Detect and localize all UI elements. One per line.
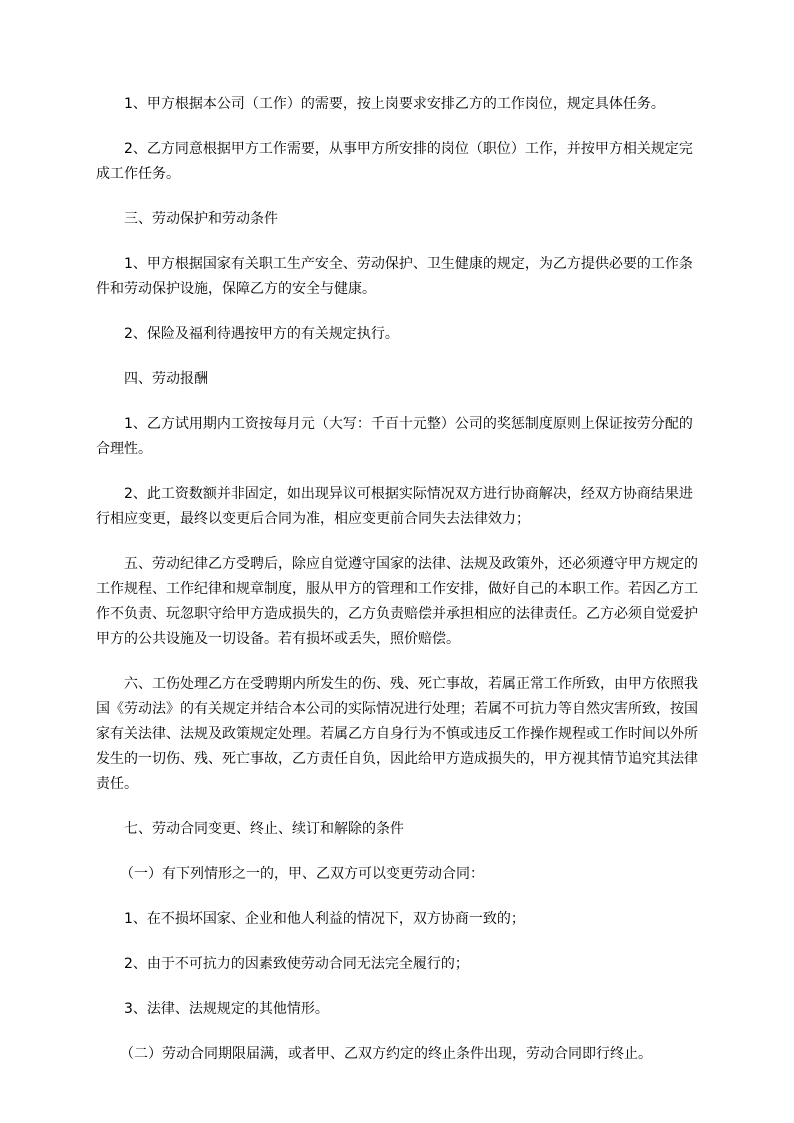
section-heading-labor-protection: 三、劳动保护和劳动条件 [124, 211, 278, 227]
paragraph-safety-conditions: 1、甲方根据国家有关职工生产安全、劳动保护、卫生健康的规定，为乙方提供必要的工作条件和劳动保护设施，保障乙方的安全与健康。 [96, 256, 693, 297]
paragraph-change-conditions: （一）有下列情形之一的，甲、乙双方可以变更劳动合同： [120, 866, 484, 882]
paragraph-probation-salary: 1、乙方试用期内工资按每月元（大写：千百十元整）公司的奖惩制度原则上保证按劳分配的合理性。 [96, 416, 693, 457]
paragraph-contract-termination: （二）劳动合同期限届满，或者甲、乙双方约定的终止条件出现，劳动合同即行终止。 [120, 1046, 652, 1062]
paragraph-duty-assignment: 1、甲方根据本公司（工作）的需要，按上岗要求安排乙方的工作岗位，规定具体任务。 [124, 96, 665, 112]
paragraph-salary-adjustment: 2、此工资数额并非固定，如出现异议可根据实际情况双方进行协商解决，经双方协商结果进行相应变更，最终以变更后合同为准，相应变更前合同失去法律效力； [96, 486, 693, 527]
section-heading-remuneration: 四、劳动报酬 [124, 371, 208, 387]
paragraph-labor-discipline: 五、劳动纪律乙方受聘后，除应自觉遵守国家的法律、法规及政策外，还必须遵守甲方规定的工作规程、工作纪律和规章制度，服从甲方的管理和工作安排，做好自己的本职工作。若因乙方工作不负责、玩忽职守给甲方造成损失的，乙方负责赔偿并承担相应的法律责任。乙方必须自觉爱护甲方的公共设施及一切设备。若有损坏或丢失，照价赔偿。 [96, 556, 698, 647]
section-heading-contract-changes: 七、劳动合同变更、终止、续订和解除的条件 [124, 821, 404, 837]
paragraph-insurance-benefits: 2、保险及福利待遇按甲方的有关规定执行。 [124, 326, 399, 342]
paragraph-work-injury: 六、工伤处理乙方在受聘期内所发生的伤、残、死亡事故，若属正常工作所致，由甲方依照我国《劳动法》的有关规定并结合本公司的实际情况进行处理；若属不可抗力等自然灾害所致，按国家有关法律、法规及政策规定处理。若属乙方自身行为不慎或违反工作操作规程或工作时间以外所发生的一切伤、残、死亡事故，乙方责任自负，因此给甲方造成损失的，甲方视其情节追究其法律责任。 [96, 676, 698, 792]
paragraph-duty-acceptance: 2、乙方同意根据甲方工作需要，从事甲方所安排的岗位（职位）工作，并按甲方相关规定完成工作任务。 [96, 141, 693, 182]
list-item-legal-circumstances: 3、法律、法规规定的其他情形。 [124, 1001, 329, 1017]
list-item-mutual-agreement: 1、在不损坏国家、企业和他人利益的情况下，双方协商一致的； [124, 911, 525, 927]
list-item-force-majeure: 2、由于不可抗力的因素致使劳动合同无法完全履行的； [124, 956, 469, 972]
document-body [96, 92, 701, 1087]
